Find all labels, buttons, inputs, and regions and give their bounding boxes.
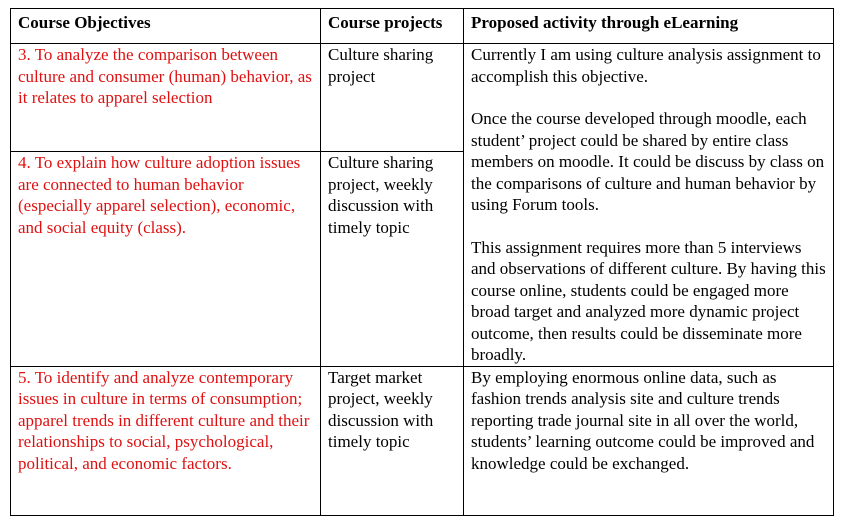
table-row	[11, 44, 834, 152]
header-row	[11, 9, 834, 44]
activity-paragraph: This assignment requires more than 5 interviews and observations of different culture. By having this course online, students could be engaged more broad target and analyzed more dynamic project outcome, then results could be disseminate more broadly.	[471, 237, 826, 364]
header-course-objectives: Course Objectives	[11, 9, 321, 44]
objective-cell: 4. To explain how culture adoption issues are connected to human behavior (especially apparel selection), economic, and social equity (class).	[11, 152, 321, 366]
course-table	[10, 8, 834, 516]
objective-cell: 3. To analyze the comparison between culture and consumer (human) behavior, as it relates to apparel selection	[11, 44, 321, 152]
project-cell: Target market project, weekly discussion with timely topic	[321, 366, 464, 515]
project-cell: Culture sharing project, weekly discussion with timely topic	[321, 152, 464, 366]
project-cell: Culture sharing project	[321, 44, 464, 152]
table-row	[11, 366, 834, 515]
header-course-projects: Course projects	[321, 9, 464, 44]
activity-paragraph: Currently I am using culture analysis assignment to accomplish this objective.	[471, 45, 821, 86]
activity-cell	[464, 44, 834, 367]
objective-cell: 5. To identify and analyze contemporary issues in culture in terms of consumption; apparel trends in different culture and their relationships to social, psychological, political, and economic factors.	[11, 366, 321, 515]
activity-paragraph: Once the course developed through moodle, each student’ project could be shared by entire class members on moodle. It could be discuss by class on the comparisons of culture and human behavior by using Forum tools.	[471, 109, 825, 214]
activity-cell: By employing enormous online data, such as fashion trends analysis site and culture trends reporting trade journal site in all over the world, students’ learning outcome could be improved and knowledge could be exchanged.	[464, 366, 834, 515]
header-proposed-activity: Proposed activity through eLearning	[464, 9, 834, 44]
